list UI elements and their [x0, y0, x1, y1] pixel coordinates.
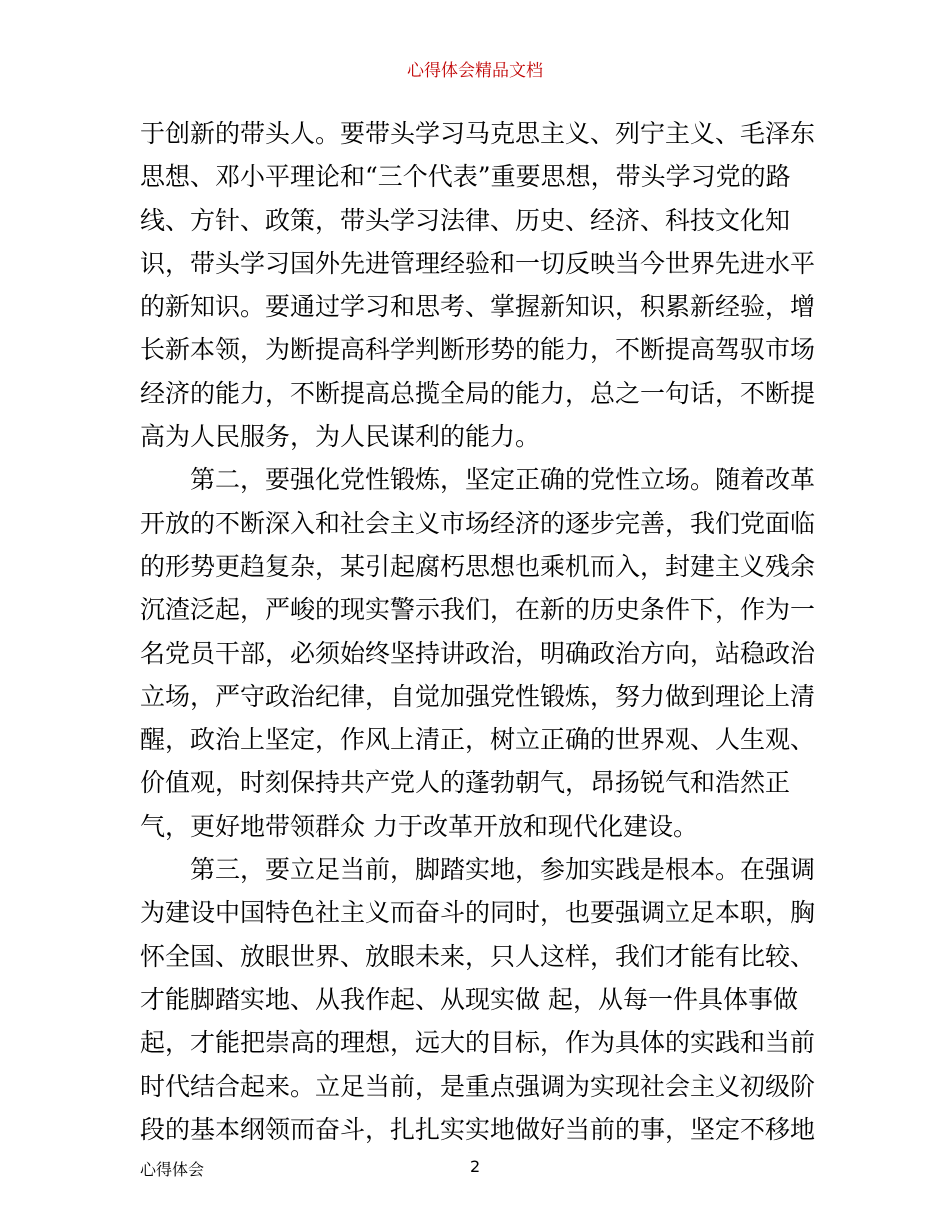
text-line: 的形势更趋复杂，某引起腐朽思想也乘机而入，封建主义残余	[140, 551, 816, 581]
text-line: 醒，政治上坚定，作风上清正，树立正确的世界观、人生观、	[140, 725, 816, 755]
text-line: 气，更好地带领群众 力于改革开放和现代化建设。	[140, 811, 698, 841]
text-line: 识，带头学习国外先进管理经验和一切反映当今世界先进水平	[140, 248, 816, 278]
page-number: 2	[470, 1157, 481, 1176]
text-line: 沉渣泛起，严峻的现实警示我们，在新的历史条件下，作为一	[140, 595, 816, 625]
text-line: 起，才能把崇高的理想，远大的目标，作为具体的实践和当前	[140, 1028, 816, 1058]
text-line: 思想、邓小平理论和“三个代表”重要思想，带头学习党的路	[140, 162, 791, 192]
text-line: 为建设中国特色社主义而奋斗的同时，也要强调立足本职，胸	[140, 898, 816, 928]
paragraph-start-line: 第三，要立足当前，脚踏实地，参加实践是根本。在强调	[190, 855, 816, 885]
text-line: 怀全国、放眼世界、放眼未来，只人这样，我们才能有比较、	[140, 941, 816, 971]
paragraph-start-line: 第二，要强化党性锻炼，坚定正确的党性立场。随着改革	[190, 465, 816, 495]
text-line: 于创新的带头人。要带头学习马克思主义、列宁主义、毛泽东	[140, 119, 816, 148]
text-line: 经济的能力，不断提高总揽全局的能力，总之一句话，不断提	[140, 378, 816, 408]
text-line: 的新知识。要通过学习和思考、掌握新知识，积累新经验，增	[140, 292, 816, 322]
text-line: 长新本领，为断提高科学判断形势的能力，不断提高驾驭市场	[140, 335, 816, 365]
text-line: 时代结合起来。立足当前，是重点强调为实现社会主义初级阶	[140, 1071, 816, 1101]
text-line: 段的基本纲领而奋斗，扎扎实实地做好当前的事，坚定不移地	[140, 1114, 816, 1144]
document-body	[140, 112, 820, 1151]
text-line: 立场，严守政治纪律，自觉加强党性锻炼，努力做到理论上清	[140, 681, 816, 711]
text-line: 高为人民服务，为人民谋利的能力。	[140, 422, 541, 452]
document-header-title: 心得体会精品文档	[407, 61, 543, 81]
text-line: 才能脚踏实地、从我作起、从现实做 起，从每一件具体事做	[140, 984, 798, 1014]
footer-label: 心得体会	[140, 1160, 205, 1179]
text-line: 名党员干部，必须始终坚持讲政治，明确政治方向，站稳政治	[140, 638, 816, 668]
text-line: 线、方针、政策，带头学习法律、历史、经济、科技文化知	[140, 205, 791, 235]
text-line: 开放的不断深入和社会主义市场经济的逐步完善，我们党面临	[140, 508, 816, 538]
text-line: 价值观，时刻保持共产党人的蓬勃朝气，昂扬锐气和浩然正	[140, 768, 791, 798]
